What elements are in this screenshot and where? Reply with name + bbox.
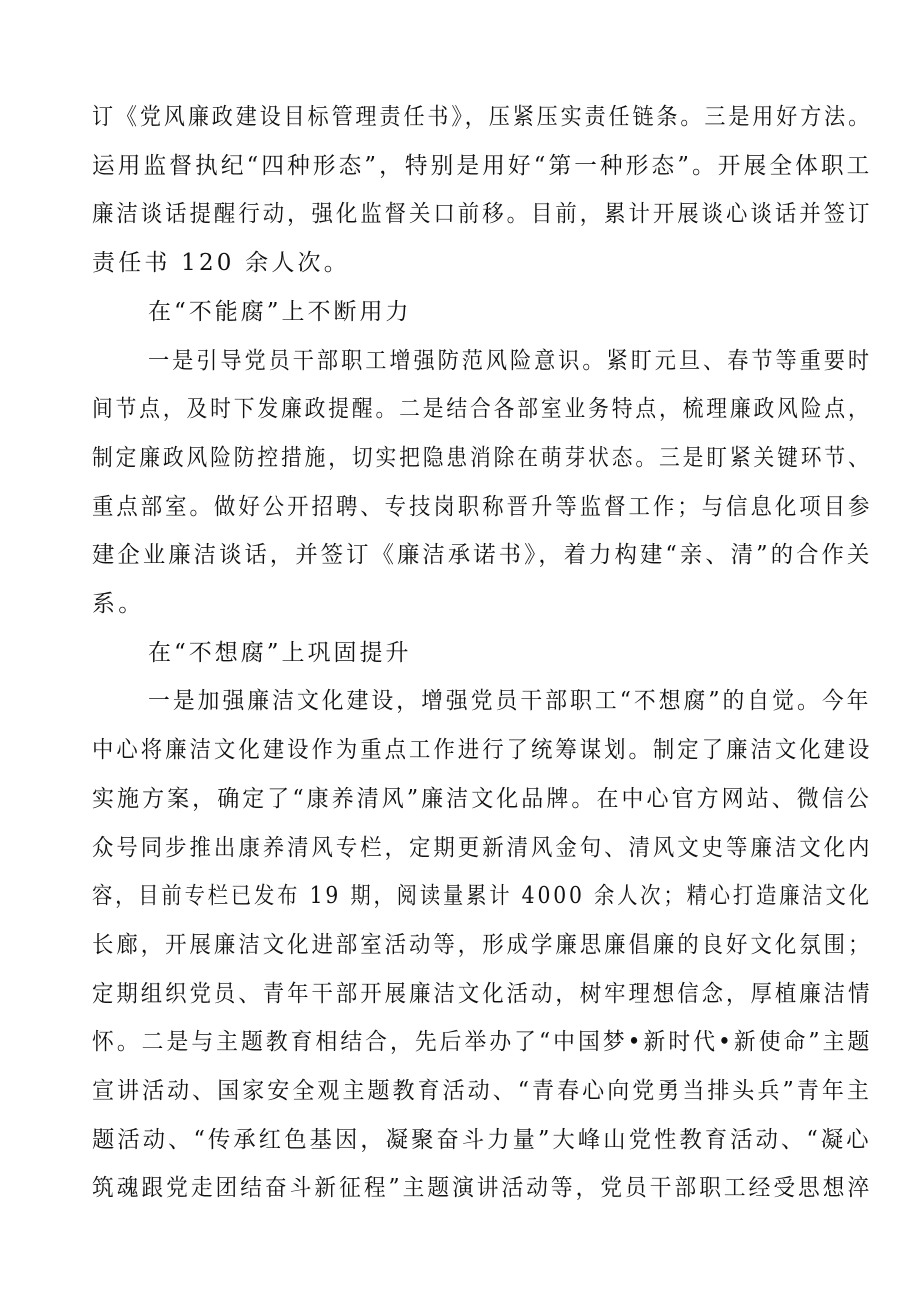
paragraph-line: 责任书 120 余人次。 <box>92 250 350 277</box>
paragraph-line: 廉洁谈话提醒行动，强化监督关口前移。目前，累计开展谈心谈话并签订 <box>92 201 873 228</box>
paragraph-line: 重点部室。做好公开招聘、专技岗职称晋升等监督工作；与信息化项目参 <box>92 493 873 520</box>
section-heading: 在“不能腐”上不断用力 <box>148 298 412 325</box>
paragraph-line: 制定廉政风险防控措施，切实把隐患消除在萌芽状态。三是盯紧关键环节、 <box>92 444 872 471</box>
paragraph-line: 宣讲活动、国家安全观主题教育活动、“青春心向党勇当排头兵”青年主 <box>92 1078 872 1104</box>
paragraph-line: 题活动、“传承红色基因，凝聚奋斗力量”大峰山党性教育活动、“凝心 <box>92 1126 872 1153</box>
paragraph-line: 运用监督执纪“四种形态”，特别是用好“第一种形态”。开展全体职工 <box>92 152 873 179</box>
paragraph-line: 实施方案，确定了“康养清风”廉洁文化品牌。在中心官方网站、微信公 <box>92 785 872 812</box>
paragraph-line: 系。 <box>92 591 145 617</box>
paragraph-line: 长廊，开展廉洁文化进部室活动等，形成学廉思廉倡廉的良好文化氛围； <box>92 931 873 958</box>
paragraph-line: 中心将廉洁文化建设作为重点工作进行了统筹谋划。制定了廉洁文化建设 <box>92 737 873 764</box>
paragraph-line: 订《党风廉政建设目标管理责任书》，压紧压实责任链条。三是用好方法。 <box>92 104 873 130</box>
paragraph-line: 怀。二是与主题教育相结合，先后举办了“中国梦•新时代•新使命”主题 <box>92 1029 873 1056</box>
paragraph-line: 一是加强廉洁文化建设，增强党员干部职工“不想腐”的自觉。今年 <box>148 688 872 715</box>
section-heading: 在“不想腐”上巩固提升 <box>148 639 412 666</box>
paragraph-line: 间节点，及时下发廉政提醒。二是结合各部室业务特点，梳理廉政风险点， <box>92 396 872 423</box>
paragraph-line: 建企业廉洁谈话，并签订《廉洁承诺书》，着力构建“亲、清”的合作关 <box>92 542 873 569</box>
paragraph-line: 筑魂跟党走团结奋斗新征程”主题演讲活动等，党员干部职工经受思想淬 <box>92 1175 873 1202</box>
paragraph-line: 众号同步推出康养清风专栏，定期更新清风金句、清风文史等廉洁文化内 <box>92 834 873 861</box>
paragraph-line: 定期组织党员、青年干部开展廉洁文化活动，树牢理想信念，厚植廉洁情 <box>92 980 873 1007</box>
paragraph-line: 一是引导党员干部职工增强防范风险意识。紧盯元旦、春节等重要时 <box>148 347 872 374</box>
paragraph-line: 容，目前专栏已发布 19 期，阅读量累计 4000 余人次；精心打造廉洁文化 <box>92 883 872 910</box>
